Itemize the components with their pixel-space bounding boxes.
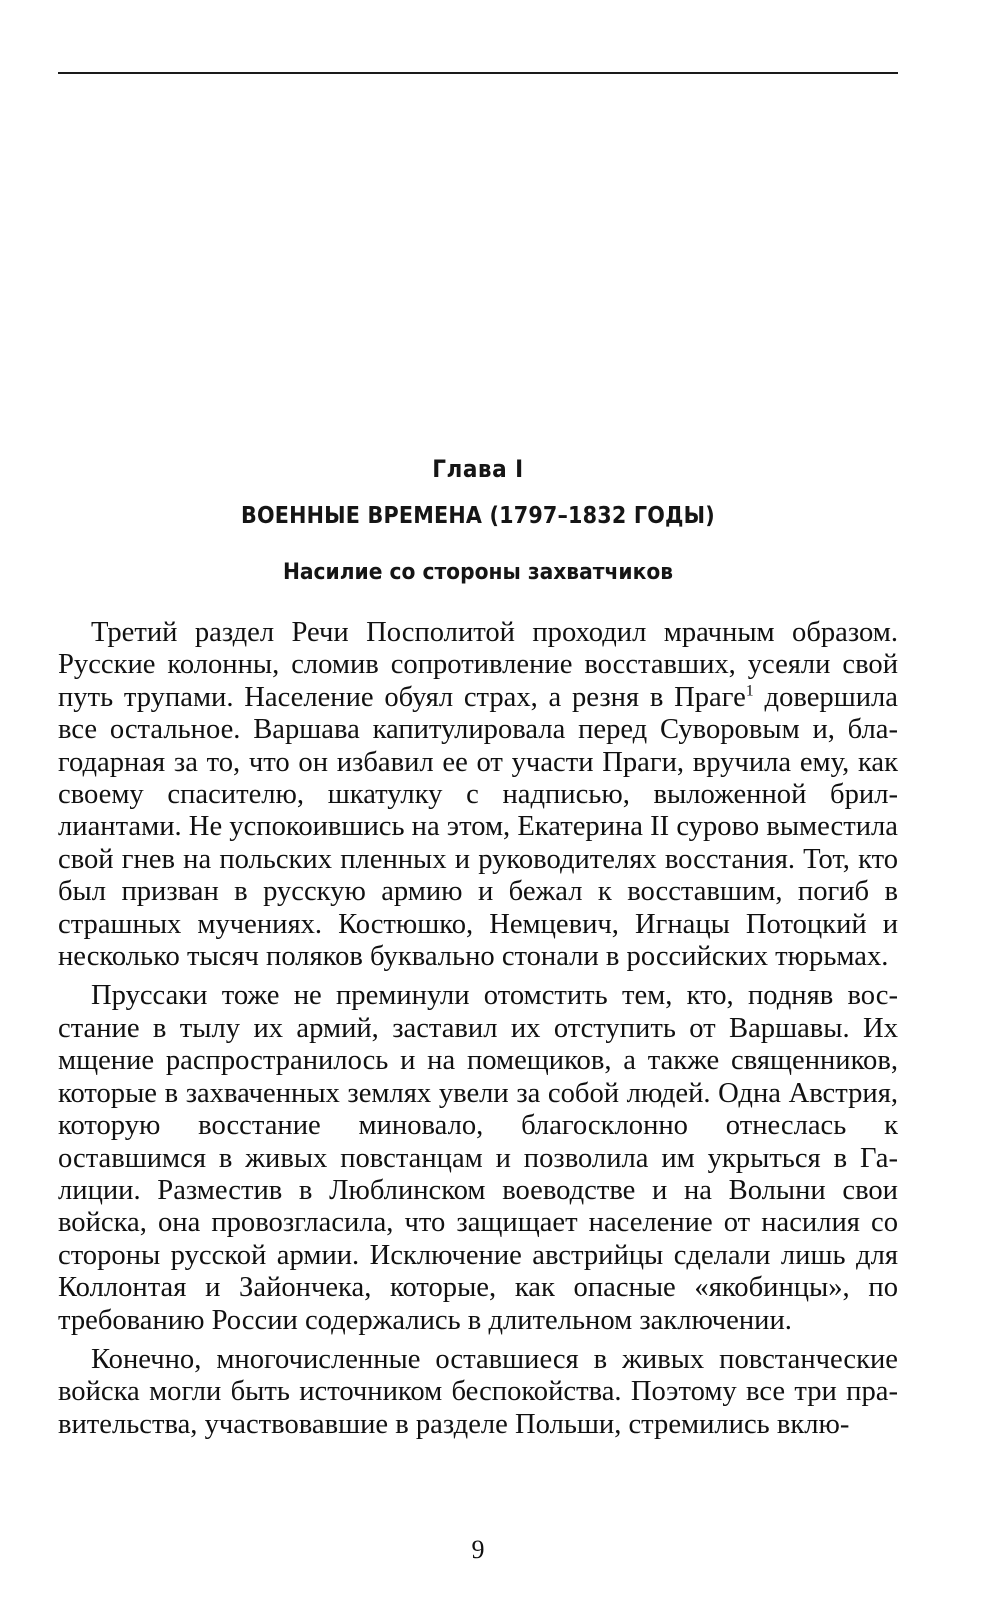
section-title: Насилие со стороны захватчиков	[282, 559, 674, 585]
paragraph-3: Конечно, многочисленные оставшиеся в живых повстанческие войска могли быть источником беспокойства. Поэтому все три правительства, участвовавшие в разделе Польши, стремились вклю-	[58, 1343, 898, 1440]
header-rule	[58, 72, 898, 74]
paragraph-1-text-start: Третий раздел Речи Посполитой проходил мрачным образом. Русские колонны, сломив сопротивление восставших, усеяли свой путь трупами. Население обуял страх, а резня в Праге	[58, 617, 898, 713]
paragraph-1-text-end: довершила все остальное. Варшава капитулировала перед Суворовым и, благодарная за то, что он избавил ее от участи Праги, вручила ему, как своему спасителю, шкатулку с надписью, выложенной бриллиантами. Не успокоившись на этом, Екатерина II сурово выместила свой гнев на польских пленных и руководителях восстания. Тот, кто был призван в русскую армию и бежал к восставшим, погиб в страшных мучениях. Костюшко, Немцевич, Игнацы Потоцкий и несколько тысяч поляков буквально стонали в российских тюрьмах.	[58, 681, 898, 973]
chapter-label: Глава I	[432, 455, 524, 483]
page-number: 9	[471, 1535, 485, 1564]
body-text	[58, 617, 898, 1448]
paragraph-2: Пруссаки тоже не преминули отомстить тем, кто, подняв восстание в тылу их армий, заставил их отступить от Варшавы. Их мщение распространилось и на помещиков, а также священников, которые в захваченных землях увели за собой людей. Одна Австрия, которую восстание миновало, благосклонно отнеслась к оставшимся в живых повстанцам и позволила им укрыться в Галиции. Разместив в Люблинском воеводстве и на Волыни свои войска, она провозгласила, что защищает население от насилия со стороны русской армии. Исключение австрийцы сделали лишь для Коллонтая и Зайончека, которые, как опасные «якобинцы», по требованию России содержались в длительном заключении.	[58, 980, 898, 1336]
paragraph-1	[58, 617, 898, 973]
chapter-title: ВОЕННЫЕ ВРЕМЕНА (1797–1832 ГОДЫ)	[241, 503, 715, 529]
footnote-ref: 1	[745, 682, 754, 700]
